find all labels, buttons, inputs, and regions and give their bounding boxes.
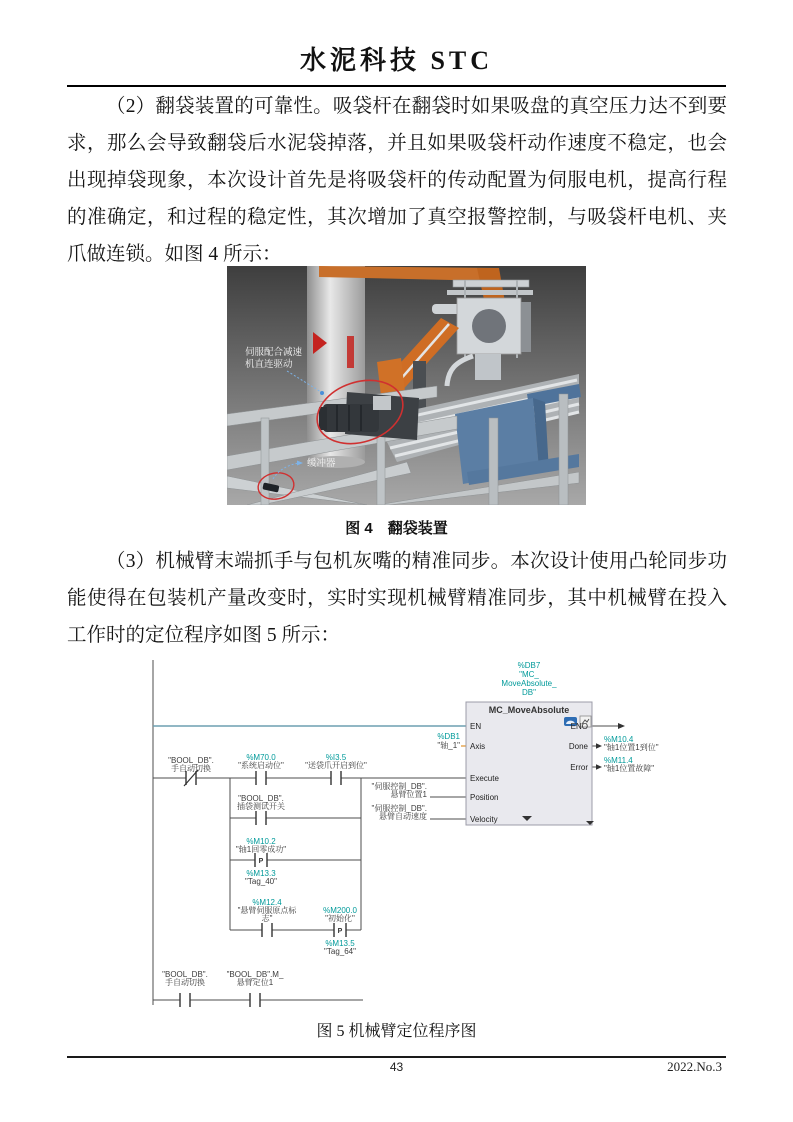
done-tag: "轴1位置1到位" (604, 743, 659, 752)
done-arrow (596, 743, 602, 749)
error-tag: "轴1位置故障" (604, 764, 655, 773)
error-address: %M11.4 (604, 756, 633, 765)
svg-text:"BOOL_DB".M_: "BOOL_DB".M_ (226, 970, 284, 979)
contact-bag-claw-open (331, 770, 341, 786)
pin-axis: Axis (470, 742, 486, 751)
svg-text:%M200.0: %M200.0 (323, 906, 357, 915)
pin-execute: Execute (470, 774, 499, 783)
servo-leader-dot (320, 391, 324, 395)
issue-number: 2022.No.3 (667, 1059, 722, 1074)
contact-arm-position1 (250, 992, 260, 1008)
figure5-ladder-diagram (85, 655, 735, 1015)
eno-arrow (618, 723, 625, 729)
servo-label-line1: 伺服配合减速 (245, 347, 303, 358)
paragraph-bag-flip-reliability: （2）翻袋装置的可靠性。吸袋杆在翻袋时如果吸盘的真空压力达不到要求，那么会导致翻袋后水泥袋掉落，并且如果吸袋杆动作速度不稳定，也会出现掉袋现象，本次设计首先是将吸袋杆的传动配置为伺服电机，提高行程的准确定，和过程的稳定性，其次增加了真空报警控制，与吸袋杆电机、夹爪做连锁。如图 4 所示： (67, 96, 727, 265)
svg-text:手自动切换: 手自动切换 (165, 978, 205, 987)
svg-text:"送袋爪开启到位": "送袋爪开启到位" (305, 761, 367, 770)
svg-text:插袋测试开关: 插袋测试开关 (237, 802, 285, 811)
footer-rule (67, 1056, 726, 1058)
svg-text:%I3.5: %I3.5 (325, 753, 347, 762)
paragraph-arm-synchronization: （3）机械臂末端抓手与包机灰嘴的精准同步。本次设计使用凸轮同步功能使得在包装机产量改变时，实时实现机械臂精准同步，其中机械臂在投入工作时的定位程序如图 5 所示： (67, 551, 727, 646)
block-title: MC_MoveAbsolute (488, 705, 570, 715)
svg-text:"BOOL_DB".: "BOOL_DB". (238, 794, 284, 803)
servo-label-line2: 机直连驱动 (245, 359, 293, 370)
svg-text:P: P (337, 928, 343, 935)
svg-text:志": 志" (261, 914, 273, 923)
page-number: 43 (389, 1060, 404, 1074)
axis-address: %DB1 (437, 732, 460, 741)
pin-en: EN (470, 722, 482, 731)
svg-text:%M12.4: %M12.4 (252, 898, 282, 907)
figure5-caption: 图 5 机械臂定位程序图 (316, 1023, 477, 1040)
svg-text:%DB7: %DB7 (517, 661, 541, 670)
svg-text:"BOOL_DB".: "BOOL_DB". (168, 756, 214, 765)
journal-title: 水泥科技 STC (299, 46, 494, 75)
svg-text:"初始化": "初始化" (325, 914, 355, 923)
figure4-bag-flip-device-photo (227, 266, 586, 505)
done-address: %M10.4 (604, 735, 634, 744)
figure4-caption: 图 4 翻袋装置 (345, 520, 448, 537)
position-tag: 悬臂位置1 (390, 790, 427, 799)
svg-text:%M10.2: %M10.2 (246, 837, 276, 846)
svg-text:"Tag_64": "Tag_64" (324, 947, 356, 956)
svg-text:%M13.3: %M13.3 (246, 869, 276, 878)
contact-system-start (256, 770, 266, 786)
pin-error: Error (570, 763, 588, 772)
contact-init-p-edge (334, 922, 346, 938)
contact-home-done-p-edge (255, 852, 267, 868)
error-arrow (596, 764, 602, 770)
svg-text:"系统启动位": "系统启动位" (238, 761, 284, 770)
svg-text:悬臂定位1: 悬臂定位1 (236, 978, 274, 987)
svg-text:"BOOL_DB".: "BOOL_DB". (162, 970, 208, 979)
svg-text:DB": DB" (522, 688, 536, 697)
svg-text:"悬臂伺服原点标: "悬臂伺服原点标 (237, 906, 297, 915)
svg-text:"Tag_40": "Tag_40" (245, 877, 277, 886)
contact-labels (162, 753, 367, 987)
svg-text:"轴1回零成功": "轴1回零成功" (235, 845, 287, 854)
pin-eno: ENO (570, 722, 588, 731)
svg-text:%M13.5: %M13.5 (325, 939, 355, 948)
contact-manual-auto-no (180, 992, 190, 1008)
header-rule (67, 85, 726, 87)
pin-done: Done (568, 742, 588, 751)
buffer-label: 缓冲器 (307, 458, 336, 469)
pin-position: Position (470, 793, 499, 802)
svg-text:P: P (258, 858, 264, 865)
contact-bag-test-switch (256, 810, 266, 826)
velocity-db: "伺服控制_DB". (371, 804, 427, 813)
instance-db-label (501, 661, 557, 697)
axis-tag: "轴_1" (437, 741, 460, 750)
mc-moveabsolute-block (466, 702, 594, 825)
svg-text:%M70.0: %M70.0 (246, 753, 276, 762)
contact-servo-origin-flag (262, 922, 272, 938)
position-db: "伺服控制_DB". (371, 782, 427, 791)
velocity-tag: 悬臂自动速度 (379, 812, 427, 821)
svg-text:"MC_: "MC_ (519, 670, 539, 679)
svg-text:手自动切换: 手自动切换 (171, 764, 211, 773)
pin-velocity: Velocity (470, 815, 498, 824)
svg-text:MoveAbsolute_: MoveAbsolute_ (501, 679, 557, 688)
